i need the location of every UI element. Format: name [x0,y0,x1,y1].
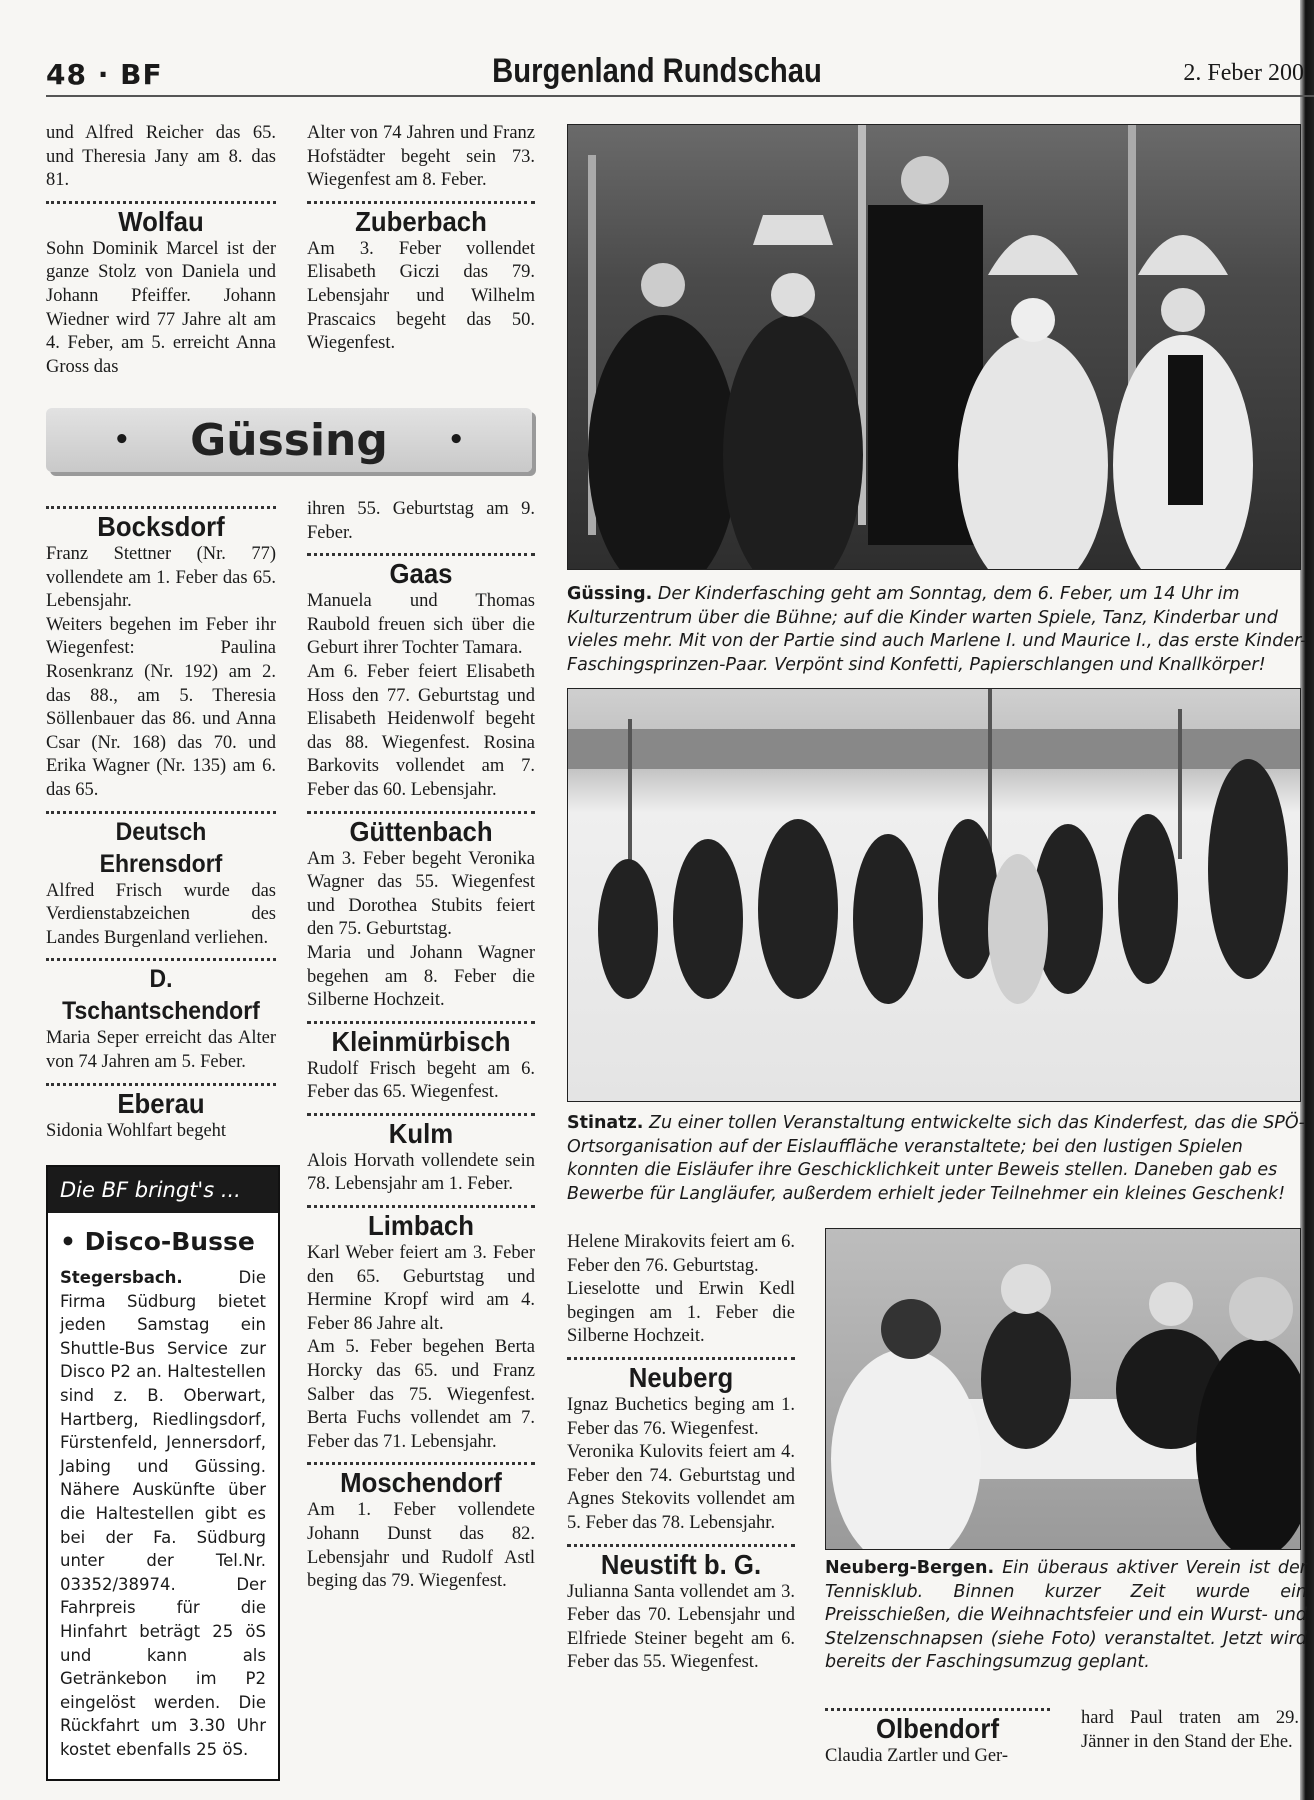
card-game-club-photo [825,1228,1301,1550]
article-heading: Bocksdorf [97,511,225,542]
article-heading: Güttenbach [349,815,493,847]
dotted-divider [307,553,535,556]
caption-text: Der Kinderfasching geht am Sonntag, dem 6. Feber, um 14 Uhr im Kulturzentrum über die Bühne; auf die Kinder warten Spiele, Tanz, Kinderbar und vieles mehr. Mit von der Partie sind auch Marlene I. und Maurice I., das erste Kinder-Faschingsprinzen-Paar. Verpönt sind Konfetti, Papierschlangen und Knallkörper! [567,584,1307,675]
article-text: Ignaz Buchetics beging am 1. Feber das 76. Wiegenfest. [567,1394,795,1439]
article-heading: Olbendorf [875,1713,1000,1744]
dotted-divider [307,201,535,204]
dotted-divider [567,1544,795,1547]
box-text: Die Firma Südburg bietet jeden Samstag ein Shuttle-Bus Service zur Disco P2 an. Haltestellen sind z. B. Oberwart, Hartberg, Riedlingsdorf, Fürstenfeld, Jennersdorf, Jabing und Güssing. Nähere Auskünfte über die Haltestellen gibt es bei der Fa. Südburg unter der Tel.Nr. 03352/38974. Der Fahrpreis für die Hinfahrt beträgt 25 öS und kann als Getränkebon im P2 eingelöst werden. Die Rückfahrt um 3.30 Uhr kostet ebenfalls 25 öS. [60,1268,266,1759]
article-text: Rudolf Frisch begeht am 6. Feber das 65. Wiegenfest. [307,1058,535,1103]
article-text: Am 3. Feber begeht Veronika Wagner das 55. Wiegenfest und Dorothea Stubits feiert den 75. Geburtstag. [307,848,535,940]
newspaper-title: Burgenland Rundschau [492,52,822,90]
article-text: Sohn Dominik Marcel ist der ganze Stolz von Daniela und Johann Pfeiffer. Johann Wiedner wird 77 Jahre alt am 4. Feber, am 5. erreicht Anna Gross das [46,238,276,377]
article-text: Alfred Frisch wurde das Verdienstabzeichen des Landes Burgenland verliehen. [46,880,276,948]
dotted-divider [825,1708,1050,1711]
article-text: Manuela und Thomas Raubold freuen sich über die Geburt ihrer Tochter Tamara. [307,591,535,659]
article-heading: Deutsch Ehrensdorf [99,817,223,878]
article-text: hard Paul traten am 29. Jänner in den Stand der Ehe. [1081,1708,1299,1752]
article-text: Am 1. Feber vollendete Johann Dunst das 82. Lebensjahr und Rudolf Astl beging das 79. Wiegenfest. [307,1500,535,1592]
dotted-divider [307,1462,535,1465]
caption-text: Ein überaus aktiver Verein ist der Tennisklub. Binnen kurzer Zeit wurde ein Preisschießen, die Weihnachtsfeier und ein Wurst- und Stelzenschnapsen (siehe Foto) veranstaltet. Jetzt wird bereits der Faschingsumzug geplant. [825,1558,1307,1672]
article-text: Weiters begehen im Feber ihr Wiegenfest: Paulina Rosenkranz (Nr. 192) am 2. das 88., am 5. Theresia Söllenbauer das 86. und Anna Csar (Nr. 168) das 70. und Erika Wagner (Nr. 135) am 6. das 65. [46,614,276,800]
column-3-bottom [567,1231,795,1675]
article-heading: Moschendorf [340,1467,502,1499]
caption-lead: Stinatz. [567,1113,644,1133]
caption-lead: Güssing. [567,584,653,604]
article-heading: D. Tschantschendorf [62,965,260,1026]
dotted-divider [46,201,276,204]
bullet: • [113,425,131,455]
carnival-royalty-photo [567,124,1301,570]
dotted-divider [307,1205,535,1208]
article-heading: Neuberg [628,1361,734,1393]
article-text: Alter von 74 Jahren und Franz Hofstädter begeht sein 73. Wiegenfest am 8. Feber. [307,123,535,191]
photo-caption [567,1112,1307,1206]
column-2-top [307,122,535,356]
photo-caption [825,1557,1307,1675]
dotted-divider [307,811,535,814]
column-1-top [46,122,276,379]
article-text: Helene Mirakovits feiert am 6. Feber den 76. Geburtstag. [567,1232,795,1276]
dotted-divider [567,1357,795,1360]
article-text: ihren 55. Geburtstag am 9. Feber. [307,499,535,543]
page-number: 48 · BF [46,58,163,91]
column-1-bottom [46,498,276,1143]
article-heading: Kulm [388,1117,454,1149]
section-banner [46,408,532,472]
caption-lead: Neuberg-Bergen. [825,1558,995,1578]
dotted-divider [307,1113,535,1116]
info-box [46,1165,280,1781]
box-lead: Stegersbach. [60,1268,183,1287]
article-text: Veronika Kulovits feiert am 4. Feber den 74. Geburtstag und Agnes Stekovits vollendet am 5. Feber das 78. Lebensjahr. [567,1442,795,1533]
article-heading: Gaas [389,558,453,590]
article-olbendorf-continued [1081,1707,1299,1754]
caption-text: Zu einer tollen Veranstaltung entwickelte sich das Kinderfest, das die SPÖ-Ortsorganisation auf der Eislauffläche veranstaltete; bei den lustigen Spielen konnten die Eisläufer ihre Geschicklichkeit unter Beweis stellen. Daneben gab es Bewerbe für Langläufer, außerdem erhielt jeder Teilnehmer ein kleines Geschenk! [567,1113,1305,1204]
article-text: Karl Weber feiert am 3. Feber den 65. Geburtstag und Hermine Kropf wird am 4. Feber 86 Jahre alt. [307,1243,535,1334]
dotted-divider [46,811,276,814]
article-text: Franz Stettner (Nr. 77) vollendete am 1. Feber das 65. Lebensjahr. [46,544,276,612]
article-text: Maria und Johann Wagner begehen am 8. Feber die Silberne Hochzeit. [307,942,535,1011]
ice-skating-children-photo [567,688,1301,1102]
article-heading: Wolfau [118,205,204,237]
box-header: Die BF bringt's ... [48,1167,278,1213]
bullet: • [447,425,465,455]
article-heading: Eberau [117,1087,205,1119]
article-text: Sidonia Wohlfart begeht [46,1120,227,1141]
article-text: Am 3. Feber vollendet Elisabeth Giczi das 79. Lebensjahr und Wilhelm Prascaics begeht das 50. Wiegenfest. [307,238,535,354]
article-text: Am 6. Feber feiert Elisabeth Hoss den 77. Geburtstag und Elisabeth Heidenwolf begeht das 88. Wiegenfest. Rosina Barkovits vollendet am 7. Feber das 60. Lebensjahr. [307,661,535,800]
dotted-divider [46,958,276,961]
article-text: Julianna Santa vollendet am 3. Feber das 70. Lebensjahr und Elfriede Steiner begeht am 6. Feber das 55. Wiegenfest. [567,1581,795,1673]
article-heading: Zuberbach [355,205,487,237]
header-rule [46,95,1314,97]
article-olbendorf [825,1700,1050,1769]
banner-title: Güssing [190,414,388,466]
column-2-bottom [307,498,535,1594]
article-heading: Limbach [368,1210,474,1242]
article-text: Claudia Zartler und Ger- [825,1746,1009,1766]
article-heading: Neustift b. G. [600,1548,762,1580]
dotted-divider [307,1021,535,1024]
dotted-divider [46,1083,276,1086]
scan-edge [1300,0,1314,1800]
article-text: und Alfred Reicher das 65. und Theresia Jany am 8. das 81. [46,123,276,191]
box-body [60,1266,266,1761]
article-text: Lieselotte und Erwin Kedl begingen am 1. Feber die Silberne Hochzeit. [567,1279,795,1347]
dotted-divider [46,506,276,509]
issue-date: 2. Feber 200 [1183,60,1304,86]
article-text: Am 5. Feber begehen Berta Horcky das 65. und Franz Salber das 75. Wiegenfest. Berta Fuchs vollendet am 7. Feber das 71. Lebensjahr. [307,1337,535,1452]
article-heading: Kleinmürbisch [331,1025,511,1057]
photo-caption [567,583,1307,677]
article-text: Alois Horvath vollendete sein 78. Lebensjahr am 1. Feber. [307,1150,535,1195]
box-title: • Disco-Busse [60,1227,255,1256]
article-text: Maria Seper erreicht das Alter von 74 Jahren am 5. Feber. [46,1028,276,1072]
